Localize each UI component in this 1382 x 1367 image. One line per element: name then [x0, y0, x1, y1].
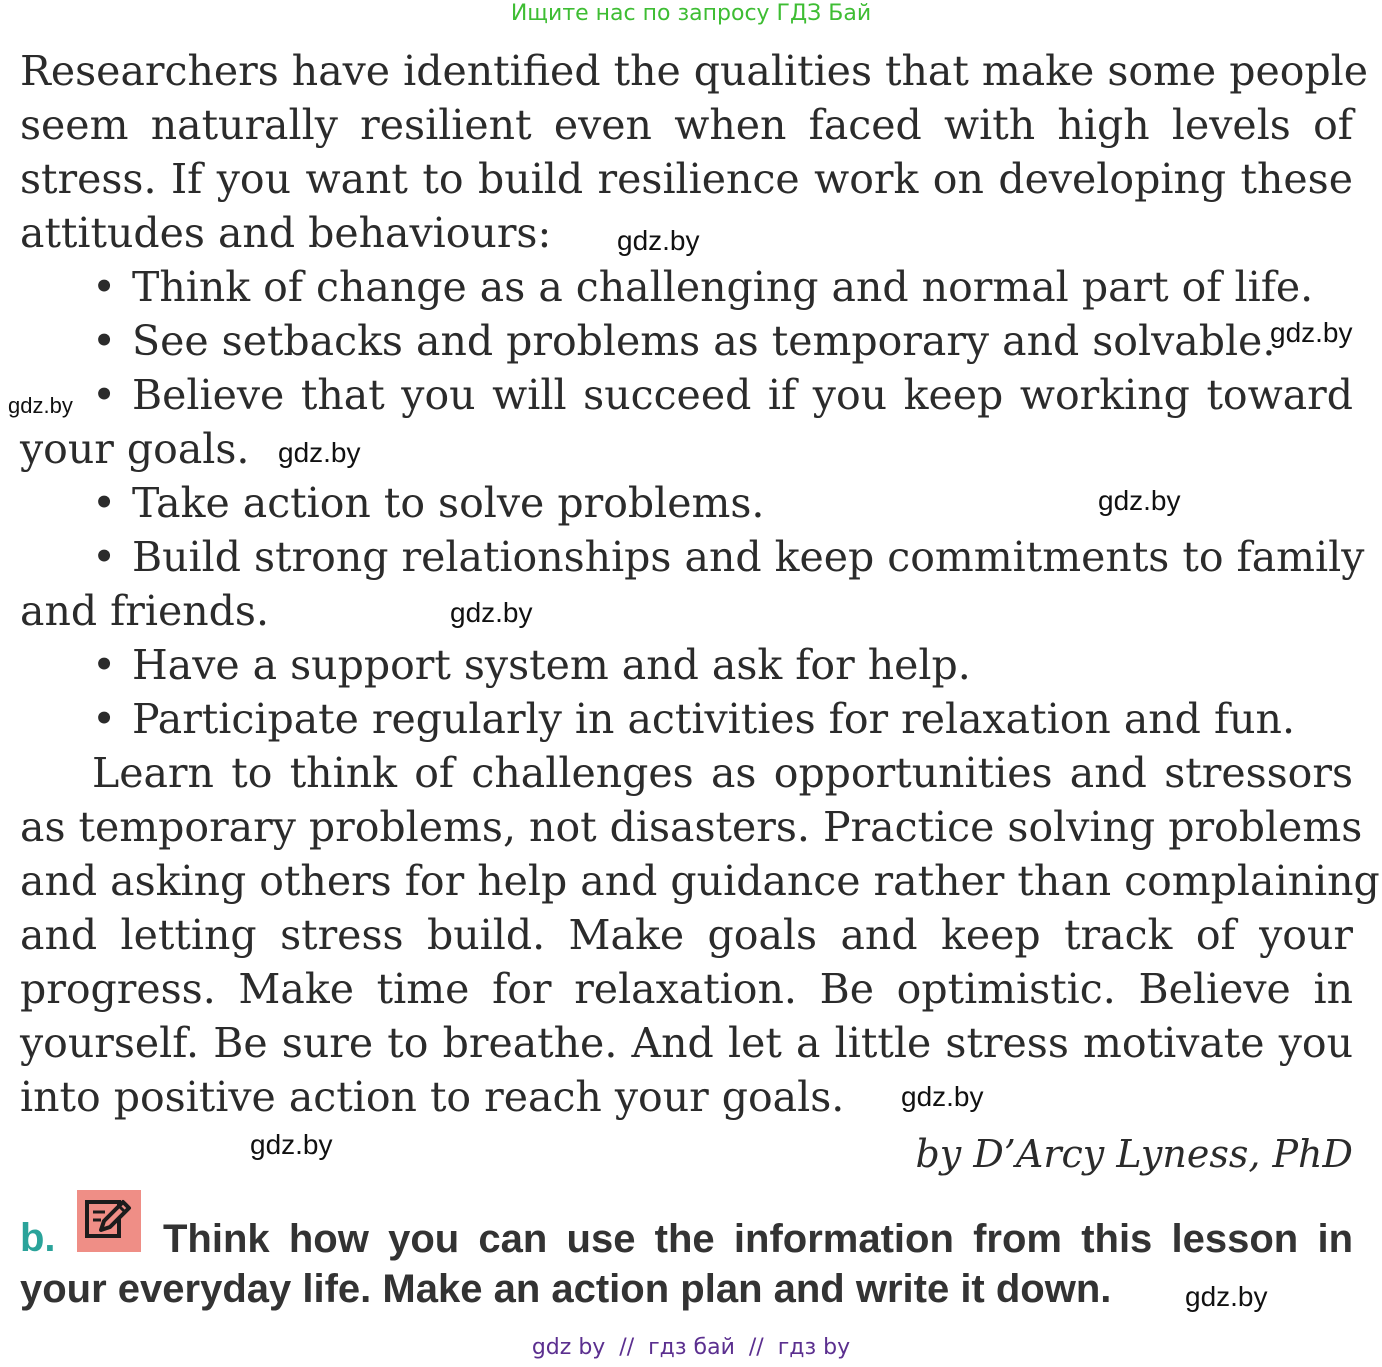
footer-links[interactable]: gdz by // гдз бай // гдз by: [531, 1335, 851, 1360]
watermark: gdz.by: [1270, 317, 1353, 348]
list-item: [92, 368, 1353, 422]
list-item-continuation: and friends.: [20, 587, 270, 635]
task-instruction-line: your everyday life. Make an action plan and write it down.: [20, 1267, 1112, 1311]
list-item: [92, 530, 1365, 584]
list-item-continuation: your goals.: [20, 425, 250, 473]
intro-line: seem naturally resilient even when faced with high levels of: [20, 101, 1353, 149]
watermark: gdz.by: [901, 1081, 984, 1112]
watermark: gdz.by: [1098, 485, 1181, 516]
bullet-marker: •: [92, 263, 117, 311]
bullet-marker: •: [92, 641, 117, 689]
write-note-icon: [77, 1190, 141, 1252]
conclusion-line: Learn to think of challenges as opportunities and stressors: [92, 749, 1353, 797]
author-attribution: by D’Arcy Lyness, PhD: [915, 1132, 1353, 1176]
list-item-text: Think of change as a challenging and normal part of life.: [132, 263, 1314, 311]
watermark: gdz.by: [617, 225, 700, 256]
watermark: gdz.by: [278, 437, 361, 468]
bullet-marker: •: [92, 695, 117, 743]
conclusion-line: yourself. Be sure to breathe. And let a little stress motivate you: [20, 1019, 1353, 1067]
list-item-text: Participate regularly in activities for relaxation and fun.: [132, 695, 1295, 743]
task-label: b.: [20, 1216, 56, 1260]
bullet-marker: •: [92, 371, 117, 419]
conclusion-line: as temporary problems, not disasters. Practice solving problems: [20, 803, 1363, 851]
list-item: [92, 638, 1353, 692]
list-item-text: Take action to solve problems.: [132, 479, 765, 527]
conclusion-line: progress. Make time for relaxation. Be optimistic. Believe in: [20, 965, 1353, 1013]
list-item: [92, 314, 1353, 368]
list-item-text: See setbacks and problems as temporary and solvable.: [132, 317, 1276, 365]
list-item: [92, 692, 1353, 746]
intro-line: stress. If you want to build resilience work on developing these: [20, 155, 1353, 203]
intro-line: attitudes and behaviours:: [20, 209, 552, 257]
list-item-text: Have a support system and ask for help.: [132, 641, 971, 689]
watermark: gdz.by: [250, 1129, 333, 1160]
list-item: [92, 260, 1353, 314]
conclusion-line: and asking others for help and guidance rather than complaining: [20, 857, 1380, 905]
conclusion-line: and letting stress build. Make goals and keep track of your: [20, 911, 1353, 959]
list-item-text: Believe that you will succeed if you keep working toward: [132, 371, 1353, 419]
list-item-text: Build strong relationships and keep commitments to family: [132, 533, 1365, 581]
watermark: gdz.by: [1185, 1281, 1268, 1312]
intro-line: Researchers have identified the qualities that make some people: [20, 47, 1369, 95]
conclusion-line: into positive action to reach your goals.: [20, 1073, 845, 1121]
bullet-marker: •: [92, 479, 117, 527]
watermark: gdz.by: [8, 393, 73, 418]
bullet-marker: •: [92, 317, 117, 365]
watermark: gdz.by: [450, 597, 533, 628]
bullet-marker: •: [92, 533, 117, 581]
header-search-link[interactable]: Ищите нас по запросу ГДЗ Бай: [510, 1, 872, 26]
task-instruction-line: Think how you can use the information from this lesson in: [163, 1217, 1353, 1261]
